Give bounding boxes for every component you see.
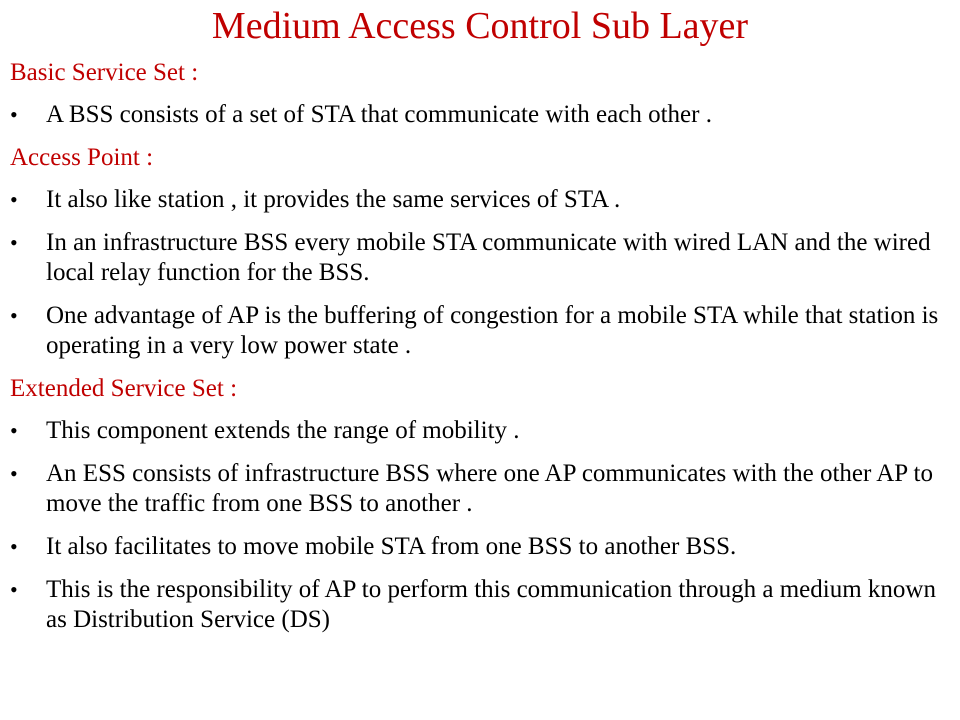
- section-heading-access-point: Access Point :: [10, 144, 154, 171]
- bullet-item: [10, 532, 945, 562]
- slide-title: Medium Access Control Sub Layer: [211, 5, 749, 47]
- bullet-icon: •: [10, 102, 18, 127]
- bullet-text: It also facilitates to move mobile STA from one BSS to another BSS.: [46, 533, 737, 560]
- bullet-item: [10, 100, 945, 130]
- bullet-text: One advantage of AP is the buffering of congestion for a mobile STA while that station is operating in a very low power state .: [46, 302, 939, 359]
- bullet-item: [10, 416, 945, 446]
- bullet-icon: •: [10, 577, 18, 602]
- bullet-text: It also like station , it provides the same services of STA .: [46, 186, 621, 213]
- bullet-icon: •: [10, 534, 18, 559]
- bullet-icon: •: [10, 461, 18, 486]
- bullet-icon: •: [10, 230, 18, 255]
- bullet-item: [10, 301, 945, 361]
- bullet-text: This is the responsibility of AP to perform this communication through a medium known as Distribution Service (DS): [46, 576, 936, 633]
- bullet-text: An ESS consists of infrastructure BSS where one AP communicates with the other AP to move the traffic from one BSS to another .: [46, 460, 933, 517]
- section-heading-extended-service-set: Extended Service Set :: [10, 375, 238, 402]
- bullet-text: A BSS consists of a set of STA that communicate with each other .: [46, 101, 712, 128]
- bullet-item: [10, 228, 945, 288]
- slide-content: [10, 58, 945, 648]
- bullet-item: [10, 459, 945, 519]
- bullet-icon: •: [10, 187, 18, 212]
- bullet-item: [10, 185, 945, 215]
- section-heading-basic-service-set: Basic Service Set :: [10, 59, 199, 86]
- bullet-icon: •: [10, 303, 18, 328]
- bullet-item: [10, 575, 945, 635]
- bullet-text: In an infrastructure BSS every mobile STA communicate with wired LAN and the wired local relay function for the BSS.: [46, 229, 931, 286]
- bullet-icon: •: [10, 418, 18, 443]
- bullet-text: This component extends the range of mobility .: [46, 417, 520, 444]
